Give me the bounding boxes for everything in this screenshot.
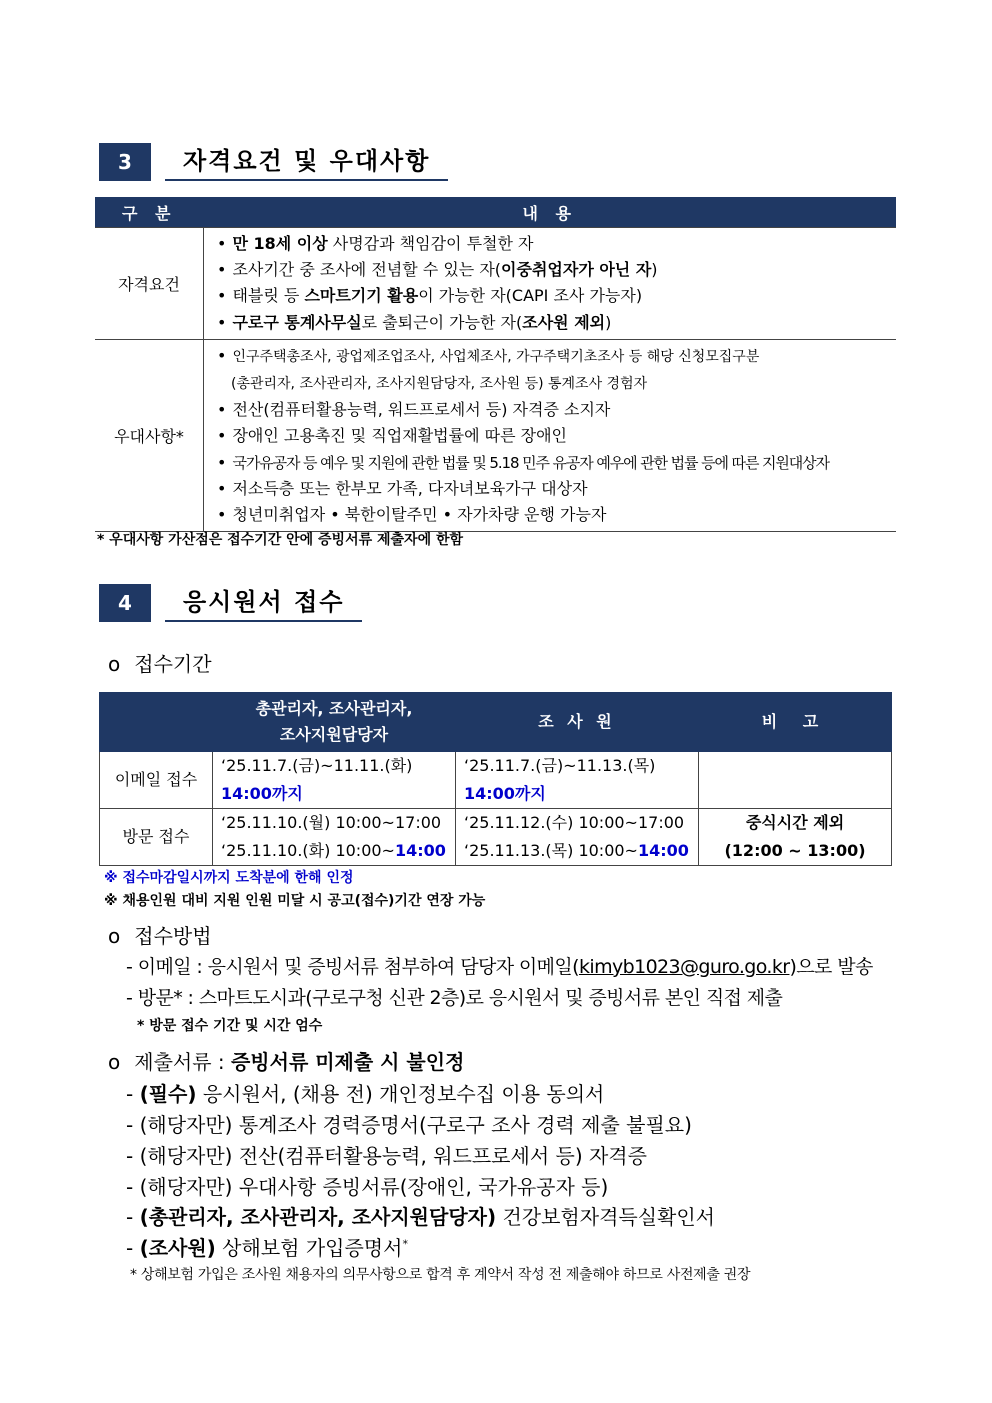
header-managers: 총관리자, 조사관리자, 조사지원담당자 bbox=[213, 693, 456, 752]
row-content bbox=[204, 228, 897, 340]
section-title: 응시원서 접수 bbox=[165, 584, 362, 622]
period-heading: o 접수기간 bbox=[108, 652, 212, 676]
method-email: - 이메일 : 응시원서 및 증빙서류 첨부하여 담당자 이메일(kimyb1023@guro.go.kr)으로 발송 bbox=[126, 956, 873, 978]
list-item: • 전산(컴퓨터활용능력, 워드프로세서 등) 자격증 소지자 bbox=[217, 400, 611, 420]
header-empty bbox=[100, 693, 213, 752]
table-row bbox=[100, 752, 892, 809]
table-cell: ‘25.11.7.(금)~11.13.(목) 14:00까지 bbox=[456, 752, 699, 809]
list-item: • 조사기간 중 조사에 전념할 수 있는 자(이중취업자가 아닌 자) bbox=[217, 260, 658, 280]
extension-note: ※ 채용인원 대비 지원 인원 미달 시 공고(접수)기간 연장 가능 bbox=[104, 893, 486, 909]
insurance-note: * 상해보험 가입은 조사원 채용자의 의무사항으로 합격 후 계약서 작성 전 제출해야 하므로 사전제출 권장 bbox=[130, 1267, 751, 1283]
section-title: 자격요건 및 우대사항 bbox=[165, 143, 448, 181]
application-period-table bbox=[99, 692, 892, 866]
method-visit: - 방문* : 스마트도시과(구로구청 신관 2층)로 응시원서 및 증빙서류 본인 직접 제출 bbox=[126, 987, 783, 1009]
section-number: 3 bbox=[99, 143, 151, 181]
list-item: • 구로구 통계사무실로 출퇴근이 가능한 자(조사원 제외) bbox=[217, 312, 612, 332]
table-row bbox=[95, 339, 896, 531]
table-cell: ‘25.11.7.(금)~11.11.(화) 14:00까지 bbox=[213, 752, 456, 809]
table-row bbox=[100, 809, 892, 866]
email-link[interactable]: kimyb1023@guro.go.kr bbox=[578, 956, 790, 978]
header-category: 구 분 bbox=[95, 197, 204, 228]
preference-footnote: * 우대사항 가산점은 접수기간 안에 증빙서류 제출자에 한함 bbox=[97, 532, 464, 548]
document-item: - (필수) 응시원서, (채용 전) 개인정보수집 이용 동의서 bbox=[126, 1082, 605, 1106]
section-number: 4 bbox=[99, 584, 151, 622]
table-row bbox=[95, 228, 896, 340]
row-label: 방문 접수 bbox=[100, 809, 213, 866]
row-label: 우대사항* bbox=[95, 339, 204, 531]
list-item: • 저소득층 또는 한부모 가족, 다자녀보육가구 대상자 bbox=[217, 478, 588, 498]
header-surveyors: 조 사 원 bbox=[456, 693, 699, 752]
table-cell: ‘25.11.10.(월) 10:00~17:00 ‘25.11.10.(화) 10:00~14:00 bbox=[213, 809, 456, 866]
documents-heading: o 제출서류 : 증빙서류 미제출 시 불인정 bbox=[108, 1050, 465, 1074]
document-item: - (해당자만) 통계조사 경력증명서(구로구 조사 경력 제출 불필요) bbox=[126, 1113, 692, 1137]
qualification-table bbox=[95, 197, 896, 532]
table-header-row bbox=[100, 693, 892, 752]
row-content bbox=[204, 339, 897, 531]
list-item: (총관리자, 조사관리자, 조사지원담당자, 조사원 등) 통계조사 경험자 bbox=[231, 376, 648, 393]
document-item: - (총관리자, 조사관리자, 조사지원담당자) 건강보험자격득실확인서 bbox=[126, 1205, 715, 1229]
list-item: • 만 18세 이상 사명감과 책임감이 투철한 자 bbox=[217, 234, 534, 253]
document-item: - (해당자만) 전산(컴퓨터활용능력, 워드프로세서 등) 자격증 bbox=[126, 1144, 647, 1168]
method-note: * 방문 접수 기간 및 시간 엄수 bbox=[137, 1018, 323, 1034]
list-item: • 태블릿 등 스마트기기 활용이 가능한 자(CAPI 조사 가능자) bbox=[217, 286, 643, 306]
row-label: 이메일 접수 bbox=[100, 752, 213, 809]
document-item: - (조사원) 상해보험 가입증명서* bbox=[126, 1236, 408, 1260]
table-cell bbox=[699, 752, 892, 809]
table-header-row bbox=[95, 197, 896, 228]
row-label: 자격요건 bbox=[95, 228, 204, 340]
document-item: - (해당자만) 우대사항 증빙서류(장애인, 국가유공자 등) bbox=[126, 1175, 609, 1199]
list-item: • 인구주택총조사, 광업제조업조사, 사업체조사, 가구주택기초조사 등 해당 신청모집구분 bbox=[217, 345, 760, 365]
method-heading: o 접수방법 bbox=[108, 924, 212, 948]
header-remarks: 비 고 bbox=[699, 693, 892, 752]
list-item: • 청년미취업자 • 북한이탈주민 • 자가차량 운행 가능자 bbox=[217, 505, 607, 525]
list-item: • 장애인 고용촉진 및 직업재활법률에 따른 장애인 bbox=[217, 426, 567, 446]
deadline-note: ※ 접수마감일시까지 도착분에 한해 인정 bbox=[104, 870, 354, 886]
header-content: 내 용 bbox=[204, 197, 897, 228]
list-item: • 국가유공자 등 예우 및 지원에 관한 법률 및 5.18 민주 유공자 예우에 관한 법률 등에 따른 지원대상자 bbox=[217, 452, 829, 472]
table-cell: 중식시간 제외 (12:00 ~ 13:00) bbox=[699, 809, 892, 866]
table-cell: ‘25.11.12.(수) 10:00~17:00 ‘25.11.13.(목) 10:00~14:00 bbox=[456, 809, 699, 866]
